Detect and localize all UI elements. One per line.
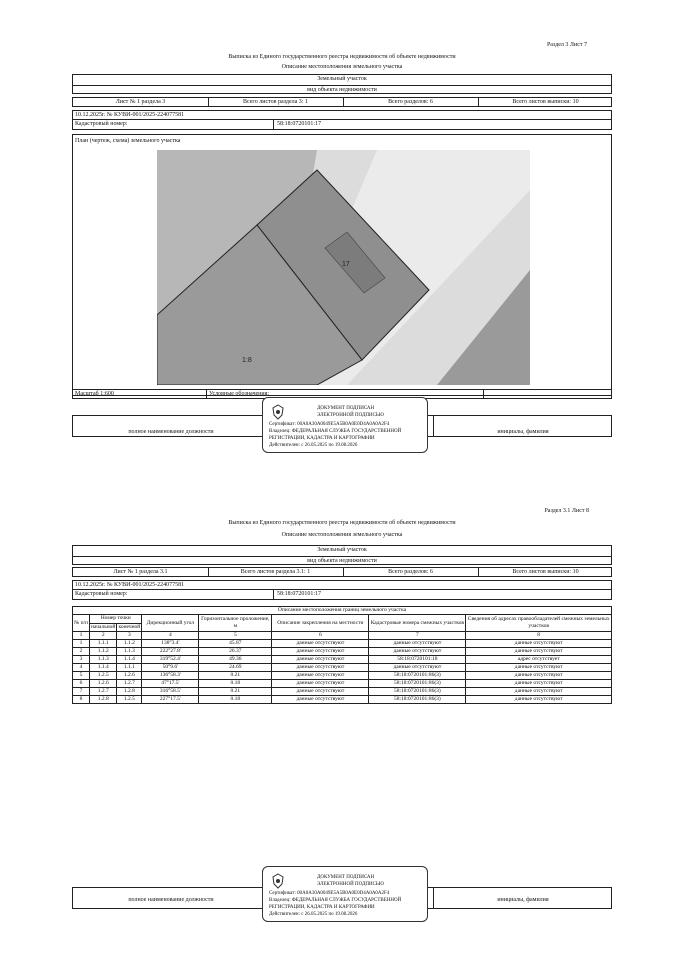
table-cell: данные отсутствуют (272, 656, 369, 664)
colnum: 2 (90, 632, 117, 640)
table-cell: данные отсутствуют (272, 696, 369, 704)
table-cell: 136°58.3' (142, 672, 199, 680)
sig-owner2: РЕГИСТРАЦИИ, КАДАСТРА И КАРТОГРАФИИ (269, 905, 375, 910)
table-row (73, 696, 612, 704)
object-type-2: Земельный участок (317, 547, 367, 553)
colnum: 8 (466, 632, 612, 640)
table-cell: данные отсутствуют (466, 640, 612, 648)
table-cell: 1.1.4 (117, 656, 142, 664)
colnum: 3 (117, 632, 142, 640)
header-dist: Горизонтальное проложение, м (199, 615, 272, 632)
header-end: конечной (118, 623, 141, 630)
table-cell: 1.1.1 (117, 664, 142, 672)
table-cell: 4 (73, 664, 90, 672)
doc-subtitle: Описание местоположения земельного участка (281, 64, 403, 70)
table-cell: данные отсутствуют (369, 640, 466, 648)
table-cell: 49.36 (199, 656, 272, 664)
cad-row (72, 120, 612, 130)
table-cell: 1.2.5 (90, 672, 117, 680)
legend-label: Условные обозначения: (209, 391, 270, 397)
cad-row-2 (72, 590, 612, 600)
header-cadnums: Кадастровые номера смежных участков (369, 615, 466, 632)
table-cell: 1.2.8 (117, 688, 142, 696)
table-cell: 319°52.4' (142, 656, 199, 664)
table-cell: 222°27.8' (142, 648, 199, 656)
table-cell: 58:18:0720101:86(3) (369, 688, 466, 696)
table-cell: данные отсутствуют (466, 672, 612, 680)
table-cell: 47°17.5' (142, 680, 199, 688)
header-angle: Дирекционный угол (142, 615, 199, 632)
table-cell: 1.1.1 (90, 640, 117, 648)
table-row (73, 688, 612, 696)
table-cell: 138°3.4' (142, 640, 199, 648)
table-cell: 1.1.3 (90, 656, 117, 664)
table-cell: данные отсутствуют (272, 672, 369, 680)
sig-owner: Владелец: ФЕДЕРАЛЬНАЯ СЛУЖБА ГОСУДАРСТВЕННОЙ (269, 898, 402, 903)
table-cell: 3 (73, 656, 90, 664)
table-cell: 0.18 (199, 696, 272, 704)
object-kind: вид объекта недвижимости (73, 85, 611, 96)
table-cell: данные отсутствуют (272, 680, 369, 688)
table-cell: 1.2.7 (90, 688, 117, 696)
header-points: Номер точки (90, 615, 142, 624)
section-label-2: Раздел 3.1 Лист 8 (544, 508, 589, 514)
table-cell: данные отсутствуют (466, 648, 612, 656)
table-cell: 1.1.3 (117, 648, 142, 656)
sig-owner: Владелец: ФЕДЕРАЛЬНАЯ СЛУЖБА ГОСУДАРСТВЕННОЙ (269, 429, 402, 434)
table-row (73, 648, 612, 656)
section-label: Раздел 3 Лист 7 (546, 42, 587, 48)
header-owners: Сведения об адресах правообладателей смежных земельных участков (466, 615, 612, 632)
table-cell: 58:18:0720101:86(3) (369, 680, 466, 688)
doc-no-row-2 (72, 580, 612, 590)
parcel-map (157, 150, 530, 385)
plan-label: План (чертеж, схема) земельного участка (75, 138, 181, 144)
table-cell: 0.21 (199, 688, 272, 696)
table-cell: 316°58.5' (142, 688, 199, 696)
header-fixing: Описание закрепления на местности (272, 615, 369, 632)
sig-cert: Сертификат: 00A0A30A0049E5A5B0A0E0D4A0A0A2F4 (269, 422, 390, 427)
table-cell: 24.69 (199, 664, 272, 672)
doc-title-2: Выписка из Единого государственного реестра недвижимости об объекте недвижимости (228, 520, 456, 526)
position-label: полное наименование должности (128, 429, 214, 435)
table-cell: 1.1.2 (90, 648, 117, 656)
table-cell: 58:18:0720101:86(3) (369, 672, 466, 680)
cad-label: Кадастровый номер: (75, 121, 128, 127)
sections-total-2: Всего разделов: 6 (388, 569, 433, 575)
table-cell: 1.2.7 (117, 680, 142, 688)
table-cell: данные отсутствуют (272, 664, 369, 672)
emblem-icon (271, 873, 285, 889)
colnum: 5 (199, 632, 272, 640)
doc-title: Выписка из Единого государственного реестра недвижимости об объекте недвижимости (228, 54, 456, 60)
table-cell: 1.2.6 (90, 680, 117, 688)
object-type-row (72, 74, 612, 94)
table-cell: данные отсутствуют (272, 648, 369, 656)
sig-line1: ДОКУМЕНТ ПОДПИСАН (317, 875, 375, 880)
position-label-2: полное наименование должности (128, 897, 214, 903)
table-cell: 2 (73, 648, 90, 656)
object-type: Земельный участок (317, 76, 367, 82)
colnum: 6 (272, 632, 369, 640)
table-cell: данные отсутствуют (466, 696, 612, 704)
table-cell: 45.87 (199, 640, 272, 648)
cad-value: 58:18:0720101:17 (277, 121, 322, 127)
table-cell: 26.37 (199, 648, 272, 656)
table-cell: 58:18:0720101:86(3) (369, 696, 466, 704)
sections-total: Всего разделов: 6 (388, 99, 433, 105)
colnum: 4 (142, 632, 199, 640)
sig-cert: Сертификат: 00A0A30A0049E5A5B0A0E0D4A0A0A2F4 (269, 891, 390, 896)
scale-label: Масштаб 1:600 (75, 391, 114, 397)
table-cell: 6 (73, 680, 90, 688)
sheets-total: Всего листов выписки: 10 (512, 99, 579, 105)
e-signature-stamp-2 (262, 866, 428, 922)
sig-line2: ЭЛЕКТРОННОЙ ПОДПИСЬЮ (317, 882, 384, 887)
table-cell: 1.1.4 (90, 664, 117, 672)
initials-label-2: инициалы, фамилия (497, 897, 549, 903)
table-cell: 1 (73, 640, 90, 648)
table-cell: данные отсутствуют (369, 664, 466, 672)
table-cell: данные отсутствуют (272, 640, 369, 648)
table-cell: адрес отсутствует (466, 656, 612, 664)
table-cell: данные отсутствуют (272, 688, 369, 696)
colnum-row (73, 632, 612, 640)
table-title: Описание местоположения границ земельного участка (73, 607, 612, 615)
table-row (73, 672, 612, 680)
object-type-row-2 (72, 545, 612, 565)
sheets-total-2: Всего листов выписки: 10 (512, 569, 579, 575)
table-cell: 0.18 (199, 680, 272, 688)
doc-subtitle-2: Описание местоположения земельного участка (281, 532, 403, 538)
doc-number: 10.12.2025г. № КУВИ-001/2025-224077581 (75, 112, 185, 118)
e-signature-stamp (262, 397, 428, 453)
table-cell: данные отсутствуют (466, 688, 612, 696)
sheet-no: Лист № 1 раздела 3 (115, 99, 166, 105)
header-start: начальной (91, 623, 116, 630)
parcel-17-label: 17 (342, 261, 350, 268)
parcel-neighbor-label: 1:8 (242, 357, 252, 364)
table-cell: 58:18:0720101:18 (369, 656, 466, 664)
emblem-icon (271, 404, 285, 420)
table-cell: данные отсутствуют (369, 648, 466, 656)
sig-valid: Действителен: с 26.05.2025 по 19.08.2026 (269, 912, 358, 917)
table-cell: 50°9.6' (142, 664, 199, 672)
colnum: 7 (369, 632, 466, 640)
table-cell: 0.21 (199, 672, 272, 680)
table-cell: 1.2.5 (117, 696, 142, 704)
sheet-row-2 (72, 567, 612, 577)
table-cell: данные отсутствуют (466, 664, 612, 672)
table-row (73, 656, 612, 664)
sheet-row (72, 97, 612, 107)
sig-owner2: РЕГИСТРАЦИИ, КАДАСТРА И КАРТОГРАФИИ (269, 436, 375, 441)
sig-line1: ДОКУМЕНТ ПОДПИСАН (317, 406, 375, 411)
cad-value-2: 58:18:0720101:17 (277, 591, 322, 597)
table-cell: 5 (73, 672, 90, 680)
table-cell: 7 (73, 688, 90, 696)
initials-label: инициалы, фамилия (497, 429, 549, 435)
table-row (73, 680, 612, 688)
table-cell: 8 (73, 696, 90, 704)
table-cell: 1.2.8 (90, 696, 117, 704)
object-kind-2: вид объекта недвижимости (73, 556, 611, 567)
table-row (73, 664, 612, 672)
doc-no-row (72, 110, 612, 120)
table-cell: 1.1.2 (117, 640, 142, 648)
sheet-no-2: Лист № 1 раздела 3.1 (113, 569, 168, 575)
sheets-section-2: Всего листов раздела 3.1: 1 (240, 569, 311, 575)
table-cell: 227°17.5' (142, 696, 199, 704)
parcel-map-svg (157, 150, 530, 385)
boundary-table (72, 606, 612, 704)
table-row (73, 640, 612, 648)
sig-line2: ЭЛЕКТРОННОЙ ПОДПИСЬЮ (317, 413, 384, 418)
table-cell: данные отсутствуют (466, 680, 612, 688)
header-num: № п/п (73, 615, 90, 632)
table-cell: 1.2.6 (117, 672, 142, 680)
sig-valid: Действителен: с 26.05.2025 по 19.08.2026 (269, 443, 358, 448)
sheets-section: Всего листов раздела 3: 1 (243, 99, 308, 105)
doc-number-2: 10.12.2025г. № КУВИ-001/2025-224077581 (75, 582, 185, 588)
cad-label-2: Кадастровый номер: (75, 591, 128, 597)
colnum: 1 (73, 632, 90, 640)
